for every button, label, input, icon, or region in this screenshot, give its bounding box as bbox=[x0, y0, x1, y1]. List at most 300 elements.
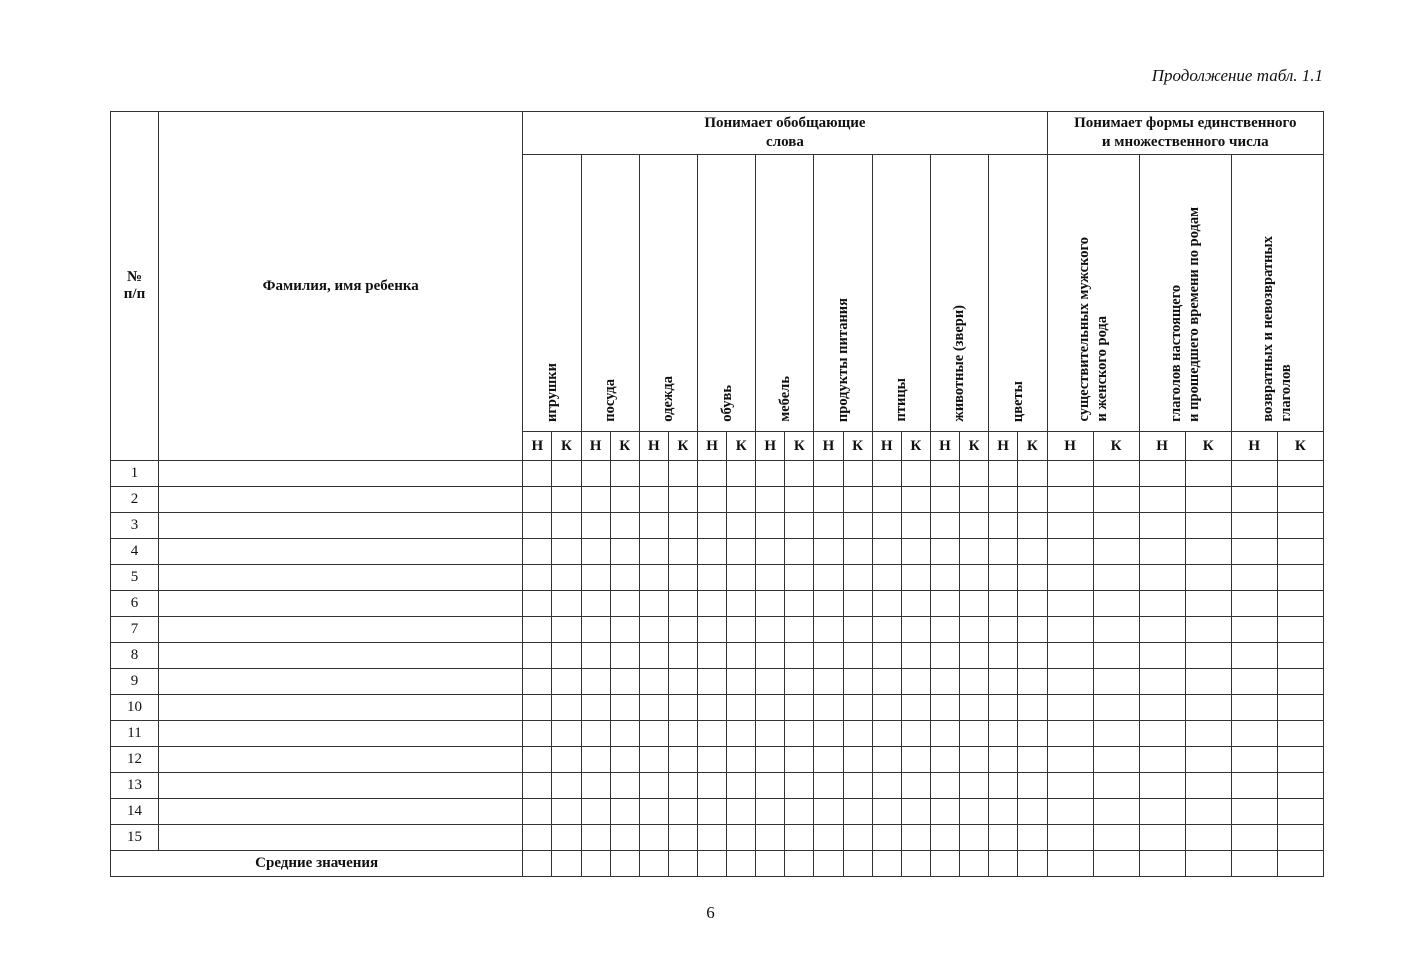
score-cell[interactable] bbox=[814, 487, 843, 513]
score-cell[interactable] bbox=[610, 617, 639, 643]
score-cell[interactable] bbox=[989, 461, 1018, 487]
score-cell[interactable] bbox=[930, 487, 959, 513]
score-cell[interactable] bbox=[843, 591, 872, 617]
score-cell[interactable] bbox=[727, 747, 756, 773]
score-cell[interactable] bbox=[843, 643, 872, 669]
score-cell[interactable] bbox=[1139, 461, 1185, 487]
score-cell[interactable] bbox=[814, 799, 843, 825]
score-cell[interactable] bbox=[785, 487, 814, 513]
score-cell[interactable] bbox=[1185, 513, 1231, 539]
score-cell[interactable] bbox=[581, 643, 610, 669]
score-cell[interactable] bbox=[959, 513, 988, 539]
score-cell[interactable] bbox=[1185, 487, 1231, 513]
score-cell[interactable] bbox=[989, 799, 1018, 825]
score-cell[interactable] bbox=[727, 669, 756, 695]
score-cell[interactable] bbox=[1018, 565, 1047, 591]
average-cell[interactable] bbox=[1139, 851, 1185, 877]
score-cell[interactable] bbox=[785, 773, 814, 799]
score-cell[interactable] bbox=[523, 825, 552, 851]
score-cell[interactable] bbox=[552, 773, 581, 799]
score-cell[interactable] bbox=[989, 539, 1018, 565]
score-cell[interactable] bbox=[1185, 617, 1231, 643]
score-cell[interactable] bbox=[552, 799, 581, 825]
score-cell[interactable] bbox=[872, 799, 901, 825]
score-cell[interactable] bbox=[872, 461, 901, 487]
score-cell[interactable] bbox=[843, 487, 872, 513]
score-cell[interactable] bbox=[756, 773, 785, 799]
score-cell[interactable] bbox=[1139, 695, 1185, 721]
score-cell[interactable] bbox=[1047, 643, 1093, 669]
score-cell[interactable] bbox=[843, 461, 872, 487]
score-cell[interactable] bbox=[989, 825, 1018, 851]
score-cell[interactable] bbox=[552, 461, 581, 487]
score-cell[interactable] bbox=[552, 643, 581, 669]
score-cell[interactable] bbox=[930, 721, 959, 747]
score-cell[interactable] bbox=[930, 461, 959, 487]
average-cell[interactable] bbox=[901, 851, 930, 877]
score-cell[interactable] bbox=[1093, 773, 1139, 799]
score-cell[interactable] bbox=[1018, 799, 1047, 825]
score-cell[interactable] bbox=[1231, 773, 1277, 799]
score-cell[interactable] bbox=[697, 695, 726, 721]
score-cell[interactable] bbox=[785, 513, 814, 539]
score-cell[interactable] bbox=[610, 461, 639, 487]
score-cell[interactable] bbox=[610, 643, 639, 669]
score-cell[interactable] bbox=[843, 617, 872, 643]
average-cell[interactable] bbox=[610, 851, 639, 877]
score-cell[interactable] bbox=[930, 617, 959, 643]
score-cell[interactable] bbox=[697, 669, 726, 695]
score-cell[interactable] bbox=[959, 669, 988, 695]
score-cell[interactable] bbox=[1277, 591, 1323, 617]
score-cell[interactable] bbox=[785, 825, 814, 851]
score-cell[interactable] bbox=[959, 747, 988, 773]
average-cell[interactable] bbox=[1018, 851, 1047, 877]
score-cell[interactable] bbox=[1047, 721, 1093, 747]
score-cell[interactable] bbox=[610, 799, 639, 825]
score-cell[interactable] bbox=[1047, 461, 1093, 487]
score-cell[interactable] bbox=[668, 799, 697, 825]
score-cell[interactable] bbox=[872, 539, 901, 565]
score-cell[interactable] bbox=[1093, 539, 1139, 565]
score-cell[interactable] bbox=[872, 773, 901, 799]
score-cell[interactable] bbox=[989, 747, 1018, 773]
average-cell[interactable] bbox=[1185, 851, 1231, 877]
score-cell[interactable] bbox=[1139, 539, 1185, 565]
score-cell[interactable] bbox=[1093, 825, 1139, 851]
score-cell[interactable] bbox=[697, 513, 726, 539]
score-cell[interactable] bbox=[901, 461, 930, 487]
score-cell[interactable] bbox=[639, 617, 668, 643]
score-cell[interactable] bbox=[1185, 669, 1231, 695]
score-cell[interactable] bbox=[989, 669, 1018, 695]
score-cell[interactable] bbox=[785, 669, 814, 695]
score-cell[interactable] bbox=[1018, 539, 1047, 565]
child-name-cell[interactable] bbox=[159, 591, 523, 617]
score-cell[interactable] bbox=[814, 565, 843, 591]
score-cell[interactable] bbox=[930, 747, 959, 773]
score-cell[interactable] bbox=[727, 461, 756, 487]
score-cell[interactable] bbox=[610, 721, 639, 747]
score-cell[interactable] bbox=[581, 799, 610, 825]
score-cell[interactable] bbox=[1231, 513, 1277, 539]
average-cell[interactable] bbox=[785, 851, 814, 877]
score-cell[interactable] bbox=[785, 539, 814, 565]
score-cell[interactable] bbox=[872, 565, 901, 591]
score-cell[interactable] bbox=[581, 747, 610, 773]
score-cell[interactable] bbox=[1231, 825, 1277, 851]
average-cell[interactable] bbox=[1277, 851, 1323, 877]
score-cell[interactable] bbox=[1277, 565, 1323, 591]
score-cell[interactable] bbox=[1185, 747, 1231, 773]
score-cell[interactable] bbox=[610, 747, 639, 773]
score-cell[interactable] bbox=[989, 643, 1018, 669]
score-cell[interactable] bbox=[1231, 461, 1277, 487]
score-cell[interactable] bbox=[581, 773, 610, 799]
score-cell[interactable] bbox=[1018, 773, 1047, 799]
score-cell[interactable] bbox=[901, 643, 930, 669]
score-cell[interactable] bbox=[959, 487, 988, 513]
score-cell[interactable] bbox=[1093, 799, 1139, 825]
score-cell[interactable] bbox=[552, 669, 581, 695]
score-cell[interactable] bbox=[610, 591, 639, 617]
score-cell[interactable] bbox=[1231, 695, 1277, 721]
score-cell[interactable] bbox=[1018, 643, 1047, 669]
score-cell[interactable] bbox=[814, 643, 843, 669]
score-cell[interactable] bbox=[756, 487, 785, 513]
score-cell[interactable] bbox=[1139, 513, 1185, 539]
score-cell[interactable] bbox=[727, 617, 756, 643]
score-cell[interactable] bbox=[727, 721, 756, 747]
average-cell[interactable] bbox=[1231, 851, 1277, 877]
average-cell[interactable] bbox=[1093, 851, 1139, 877]
score-cell[interactable] bbox=[1277, 487, 1323, 513]
score-cell[interactable] bbox=[668, 591, 697, 617]
score-cell[interactable] bbox=[1185, 721, 1231, 747]
score-cell[interactable] bbox=[756, 669, 785, 695]
score-cell[interactable] bbox=[872, 591, 901, 617]
score-cell[interactable] bbox=[930, 669, 959, 695]
score-cell[interactable] bbox=[1231, 539, 1277, 565]
child-name-cell[interactable] bbox=[159, 669, 523, 695]
score-cell[interactable] bbox=[552, 513, 581, 539]
score-cell[interactable] bbox=[930, 591, 959, 617]
score-cell[interactable] bbox=[552, 539, 581, 565]
score-cell[interactable] bbox=[668, 695, 697, 721]
score-cell[interactable] bbox=[1139, 643, 1185, 669]
score-cell[interactable] bbox=[1047, 747, 1093, 773]
score-cell[interactable] bbox=[901, 721, 930, 747]
score-cell[interactable] bbox=[1231, 747, 1277, 773]
score-cell[interactable] bbox=[1185, 773, 1231, 799]
average-cell[interactable] bbox=[581, 851, 610, 877]
score-cell[interactable] bbox=[872, 617, 901, 643]
score-cell[interactable] bbox=[930, 825, 959, 851]
score-cell[interactable] bbox=[989, 617, 1018, 643]
score-cell[interactable] bbox=[581, 591, 610, 617]
score-cell[interactable] bbox=[1047, 591, 1093, 617]
score-cell[interactable] bbox=[1185, 799, 1231, 825]
score-cell[interactable] bbox=[1231, 721, 1277, 747]
score-cell[interactable] bbox=[552, 695, 581, 721]
score-cell[interactable] bbox=[1093, 721, 1139, 747]
score-cell[interactable] bbox=[1018, 617, 1047, 643]
child-name-cell[interactable] bbox=[159, 461, 523, 487]
child-name-cell[interactable] bbox=[159, 617, 523, 643]
score-cell[interactable] bbox=[1139, 773, 1185, 799]
score-cell[interactable] bbox=[959, 799, 988, 825]
child-name-cell[interactable] bbox=[159, 747, 523, 773]
score-cell[interactable] bbox=[1185, 695, 1231, 721]
score-cell[interactable] bbox=[930, 539, 959, 565]
score-cell[interactable] bbox=[814, 721, 843, 747]
score-cell[interactable] bbox=[581, 695, 610, 721]
score-cell[interactable] bbox=[697, 617, 726, 643]
score-cell[interactable] bbox=[581, 487, 610, 513]
score-cell[interactable] bbox=[901, 565, 930, 591]
score-cell[interactable] bbox=[1018, 747, 1047, 773]
score-cell[interactable] bbox=[610, 773, 639, 799]
score-cell[interactable] bbox=[785, 721, 814, 747]
score-cell[interactable] bbox=[1047, 773, 1093, 799]
score-cell[interactable] bbox=[523, 591, 552, 617]
score-cell[interactable] bbox=[668, 669, 697, 695]
score-cell[interactable] bbox=[697, 747, 726, 773]
score-cell[interactable] bbox=[901, 617, 930, 643]
score-cell[interactable] bbox=[1277, 461, 1323, 487]
score-cell[interactable] bbox=[1139, 591, 1185, 617]
score-cell[interactable] bbox=[581, 617, 610, 643]
score-cell[interactable] bbox=[843, 825, 872, 851]
score-cell[interactable] bbox=[872, 695, 901, 721]
score-cell[interactable] bbox=[552, 487, 581, 513]
score-cell[interactable] bbox=[872, 747, 901, 773]
score-cell[interactable] bbox=[1185, 643, 1231, 669]
score-cell[interactable] bbox=[989, 591, 1018, 617]
score-cell[interactable] bbox=[552, 565, 581, 591]
score-cell[interactable] bbox=[697, 565, 726, 591]
score-cell[interactable] bbox=[901, 773, 930, 799]
score-cell[interactable] bbox=[1277, 643, 1323, 669]
score-cell[interactable] bbox=[843, 695, 872, 721]
score-cell[interactable] bbox=[756, 695, 785, 721]
child-name-cell[interactable] bbox=[159, 513, 523, 539]
score-cell[interactable] bbox=[697, 721, 726, 747]
score-cell[interactable] bbox=[552, 721, 581, 747]
score-cell[interactable] bbox=[1093, 747, 1139, 773]
score-cell[interactable] bbox=[668, 721, 697, 747]
score-cell[interactable] bbox=[901, 695, 930, 721]
score-cell[interactable] bbox=[639, 825, 668, 851]
score-cell[interactable] bbox=[523, 721, 552, 747]
score-cell[interactable] bbox=[1047, 487, 1093, 513]
score-cell[interactable] bbox=[843, 669, 872, 695]
score-cell[interactable] bbox=[697, 825, 726, 851]
score-cell[interactable] bbox=[1277, 773, 1323, 799]
score-cell[interactable] bbox=[843, 773, 872, 799]
score-cell[interactable] bbox=[639, 799, 668, 825]
score-cell[interactable] bbox=[610, 513, 639, 539]
score-cell[interactable] bbox=[756, 617, 785, 643]
score-cell[interactable] bbox=[639, 539, 668, 565]
score-cell[interactable] bbox=[639, 747, 668, 773]
score-cell[interactable] bbox=[814, 773, 843, 799]
score-cell[interactable] bbox=[901, 825, 930, 851]
score-cell[interactable] bbox=[523, 487, 552, 513]
score-cell[interactable] bbox=[814, 825, 843, 851]
average-cell[interactable] bbox=[872, 851, 901, 877]
score-cell[interactable] bbox=[843, 565, 872, 591]
score-cell[interactable] bbox=[697, 643, 726, 669]
score-cell[interactable] bbox=[639, 721, 668, 747]
average-cell[interactable] bbox=[756, 851, 785, 877]
score-cell[interactable] bbox=[727, 565, 756, 591]
score-cell[interactable] bbox=[901, 799, 930, 825]
score-cell[interactable] bbox=[1277, 799, 1323, 825]
score-cell[interactable] bbox=[930, 565, 959, 591]
score-cell[interactable] bbox=[756, 565, 785, 591]
score-cell[interactable] bbox=[727, 773, 756, 799]
score-cell[interactable] bbox=[610, 669, 639, 695]
score-cell[interactable] bbox=[1093, 643, 1139, 669]
score-cell[interactable] bbox=[1093, 591, 1139, 617]
score-cell[interactable] bbox=[1018, 669, 1047, 695]
score-cell[interactable] bbox=[1139, 565, 1185, 591]
score-cell[interactable] bbox=[756, 539, 785, 565]
score-cell[interactable] bbox=[756, 747, 785, 773]
score-cell[interactable] bbox=[523, 617, 552, 643]
score-cell[interactable] bbox=[697, 799, 726, 825]
score-cell[interactable] bbox=[1185, 591, 1231, 617]
score-cell[interactable] bbox=[1047, 513, 1093, 539]
score-cell[interactable] bbox=[989, 773, 1018, 799]
score-cell[interactable] bbox=[1139, 487, 1185, 513]
score-cell[interactable] bbox=[1139, 825, 1185, 851]
score-cell[interactable] bbox=[668, 539, 697, 565]
average-cell[interactable] bbox=[814, 851, 843, 877]
score-cell[interactable] bbox=[756, 799, 785, 825]
score-cell[interactable] bbox=[1093, 617, 1139, 643]
score-cell[interactable] bbox=[872, 721, 901, 747]
score-cell[interactable] bbox=[756, 721, 785, 747]
average-cell[interactable] bbox=[668, 851, 697, 877]
score-cell[interactable] bbox=[552, 825, 581, 851]
score-cell[interactable] bbox=[610, 695, 639, 721]
score-cell[interactable] bbox=[959, 773, 988, 799]
score-cell[interactable] bbox=[1018, 461, 1047, 487]
score-cell[interactable] bbox=[959, 617, 988, 643]
score-cell[interactable] bbox=[930, 695, 959, 721]
score-cell[interactable] bbox=[581, 461, 610, 487]
score-cell[interactable] bbox=[668, 747, 697, 773]
score-cell[interactable] bbox=[901, 539, 930, 565]
score-cell[interactable] bbox=[1231, 643, 1277, 669]
child-name-cell[interactable] bbox=[159, 539, 523, 565]
score-cell[interactable] bbox=[639, 565, 668, 591]
score-cell[interactable] bbox=[1093, 669, 1139, 695]
score-cell[interactable] bbox=[1277, 721, 1323, 747]
score-cell[interactable] bbox=[1093, 565, 1139, 591]
score-cell[interactable] bbox=[697, 487, 726, 513]
score-cell[interactable] bbox=[1047, 539, 1093, 565]
score-cell[interactable] bbox=[1231, 565, 1277, 591]
score-cell[interactable] bbox=[581, 721, 610, 747]
score-cell[interactable] bbox=[1093, 695, 1139, 721]
score-cell[interactable] bbox=[552, 747, 581, 773]
score-cell[interactable] bbox=[959, 565, 988, 591]
score-cell[interactable] bbox=[639, 487, 668, 513]
score-cell[interactable] bbox=[814, 591, 843, 617]
score-cell[interactable] bbox=[610, 825, 639, 851]
score-cell[interactable] bbox=[901, 487, 930, 513]
score-cell[interactable] bbox=[930, 643, 959, 669]
score-cell[interactable] bbox=[1185, 825, 1231, 851]
score-cell[interactable] bbox=[523, 695, 552, 721]
score-cell[interactable] bbox=[785, 461, 814, 487]
score-cell[interactable] bbox=[1139, 721, 1185, 747]
score-cell[interactable] bbox=[523, 461, 552, 487]
score-cell[interactable] bbox=[610, 539, 639, 565]
score-cell[interactable] bbox=[1018, 513, 1047, 539]
score-cell[interactable] bbox=[843, 799, 872, 825]
score-cell[interactable] bbox=[1231, 617, 1277, 643]
score-cell[interactable] bbox=[756, 825, 785, 851]
score-cell[interactable] bbox=[668, 825, 697, 851]
score-cell[interactable] bbox=[1018, 825, 1047, 851]
score-cell[interactable] bbox=[756, 461, 785, 487]
average-cell[interactable] bbox=[989, 851, 1018, 877]
score-cell[interactable] bbox=[668, 565, 697, 591]
score-cell[interactable] bbox=[1093, 487, 1139, 513]
score-cell[interactable] bbox=[756, 643, 785, 669]
average-cell[interactable] bbox=[1047, 851, 1093, 877]
score-cell[interactable] bbox=[697, 591, 726, 617]
score-cell[interactable] bbox=[1139, 617, 1185, 643]
score-cell[interactable] bbox=[1231, 591, 1277, 617]
score-cell[interactable] bbox=[959, 695, 988, 721]
score-cell[interactable] bbox=[989, 565, 1018, 591]
score-cell[interactable] bbox=[872, 643, 901, 669]
score-cell[interactable] bbox=[989, 695, 1018, 721]
score-cell[interactable] bbox=[785, 695, 814, 721]
score-cell[interactable] bbox=[639, 461, 668, 487]
score-cell[interactable] bbox=[727, 513, 756, 539]
score-cell[interactable] bbox=[1231, 669, 1277, 695]
score-cell[interactable] bbox=[814, 617, 843, 643]
child-name-cell[interactable] bbox=[159, 773, 523, 799]
child-name-cell[interactable] bbox=[159, 721, 523, 747]
average-cell[interactable] bbox=[930, 851, 959, 877]
score-cell[interactable] bbox=[1139, 669, 1185, 695]
score-cell[interactable] bbox=[872, 487, 901, 513]
score-cell[interactable] bbox=[639, 513, 668, 539]
score-cell[interactable] bbox=[785, 591, 814, 617]
score-cell[interactable] bbox=[843, 513, 872, 539]
score-cell[interactable] bbox=[872, 513, 901, 539]
score-cell[interactable] bbox=[843, 747, 872, 773]
score-cell[interactable] bbox=[1047, 669, 1093, 695]
score-cell[interactable] bbox=[727, 487, 756, 513]
score-cell[interactable] bbox=[668, 617, 697, 643]
score-cell[interactable] bbox=[639, 773, 668, 799]
score-cell[interactable] bbox=[872, 825, 901, 851]
score-cell[interactable] bbox=[668, 643, 697, 669]
score-cell[interactable] bbox=[814, 539, 843, 565]
score-cell[interactable] bbox=[639, 695, 668, 721]
score-cell[interactable] bbox=[668, 513, 697, 539]
score-cell[interactable] bbox=[581, 513, 610, 539]
score-cell[interactable] bbox=[872, 669, 901, 695]
